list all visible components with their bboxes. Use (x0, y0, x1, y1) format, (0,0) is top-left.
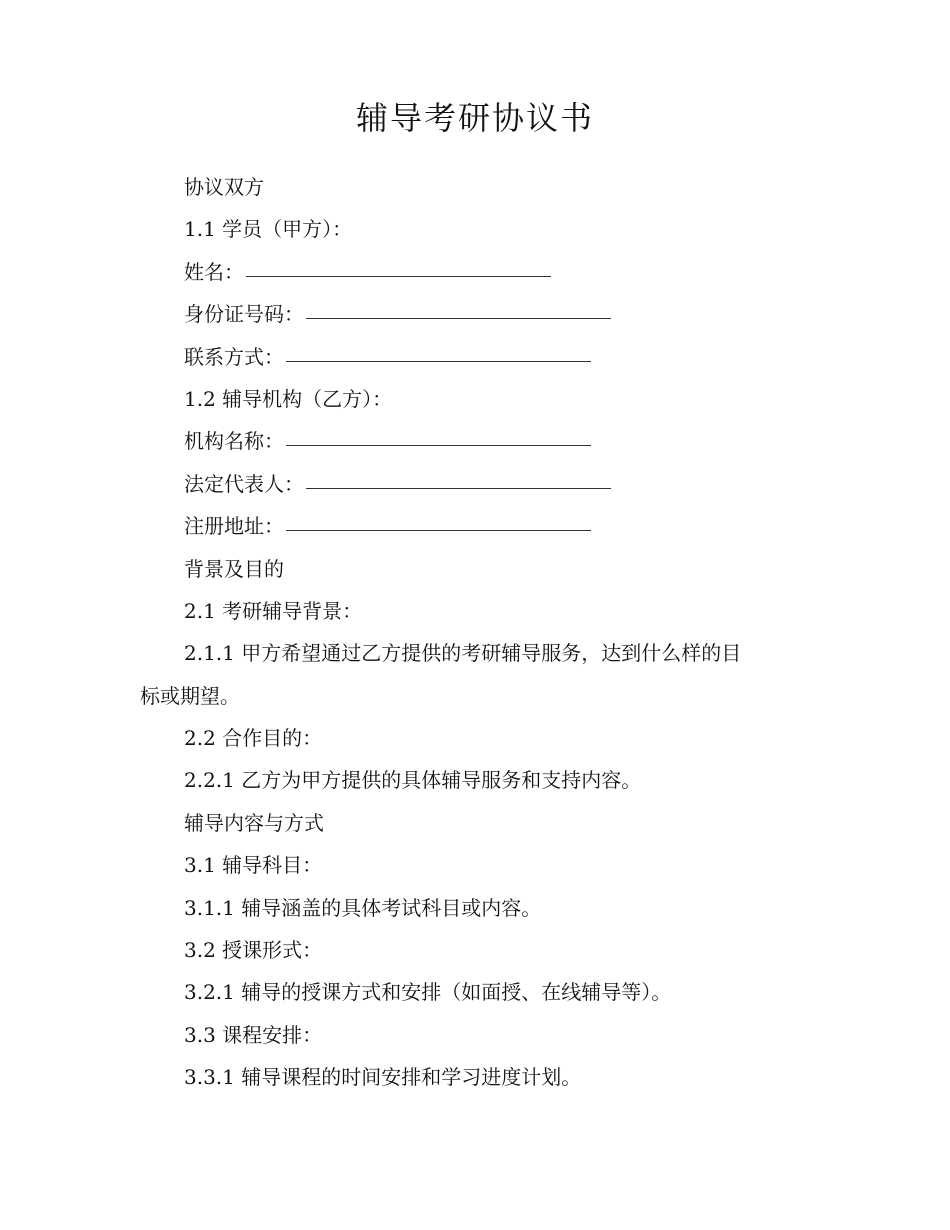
paragraph-continuation (140, 675, 810, 717)
fill-in-blank[interactable] (306, 304, 611, 319)
paragraph-line (140, 1056, 810, 1098)
fill-in-blank[interactable] (286, 347, 591, 362)
line-text: 协议双方 (184, 175, 264, 199)
paragraph-line (140, 971, 810, 1013)
line-text: 3.3.1 辅导课程的时间安排和学习进度计划。 (184, 1065, 582, 1090)
line-text: 3.1 辅导科目： (184, 853, 323, 878)
line-text: 1.2 辅导机构（乙方）： (184, 386, 393, 411)
form-field-line (140, 505, 810, 547)
paragraph-line (140, 1014, 810, 1056)
fill-in-blank[interactable] (286, 431, 591, 446)
paragraph-line (140, 887, 810, 929)
line-text: 标或期望。 (140, 683, 240, 708)
paragraph-line (140, 548, 810, 590)
paragraph-line (140, 802, 810, 844)
paragraph-line (140, 208, 810, 250)
paragraph-line (140, 166, 810, 208)
document-body (140, 166, 810, 1099)
document-title: 辅导考研协议书 (355, 99, 594, 137)
field-label: 机构名称： (184, 429, 284, 454)
paragraph-line (140, 632, 810, 674)
field-label: 注册地址： (184, 514, 284, 539)
form-field-line (140, 336, 810, 378)
line-text: 辅导内容与方式 (184, 810, 324, 835)
form-field-line (140, 293, 810, 335)
paragraph-line (140, 759, 810, 801)
line-text: 3.3 课程安排： (184, 1022, 323, 1047)
line-text: 背景及目的 (184, 556, 284, 581)
line-text: 1.1 学员（甲方）： (184, 217, 353, 242)
paragraph-line (140, 378, 810, 420)
paragraph-line (140, 590, 810, 632)
field-label: 法定代表人： (184, 471, 304, 496)
paragraph-line (140, 844, 810, 886)
line-text: 3.1.1 辅导涵盖的具体考试科目或内容。 (184, 895, 542, 920)
line-text: 2.2.1 乙方为甲方提供的具体辅导服务和支持内容。 (184, 768, 642, 793)
fill-in-blank[interactable] (306, 474, 611, 489)
line-text: 3.2 授课形式： (184, 938, 323, 963)
form-field-line (140, 251, 810, 293)
line-text: 2.1.1 甲方希望通过乙方提供的考研辅导服务，达到什么样的目 (184, 641, 742, 666)
field-label: 姓名： (184, 259, 244, 284)
fill-in-blank[interactable] (246, 262, 551, 277)
paragraph-line (140, 929, 810, 971)
form-field-line (140, 463, 810, 505)
fill-in-blank[interactable] (286, 516, 591, 531)
line-text: 2.2 合作目的： (184, 726, 323, 751)
field-label: 身份证号码： (184, 302, 304, 327)
field-label: 联系方式： (184, 344, 284, 369)
paragraph-line (140, 717, 810, 759)
form-field-line (140, 420, 810, 462)
line-text: 2.1 考研辅导背景： (184, 598, 363, 623)
line-text: 3.2.1 辅导的授课方式和安排（如面授、在线辅导等）。 (184, 980, 672, 1005)
